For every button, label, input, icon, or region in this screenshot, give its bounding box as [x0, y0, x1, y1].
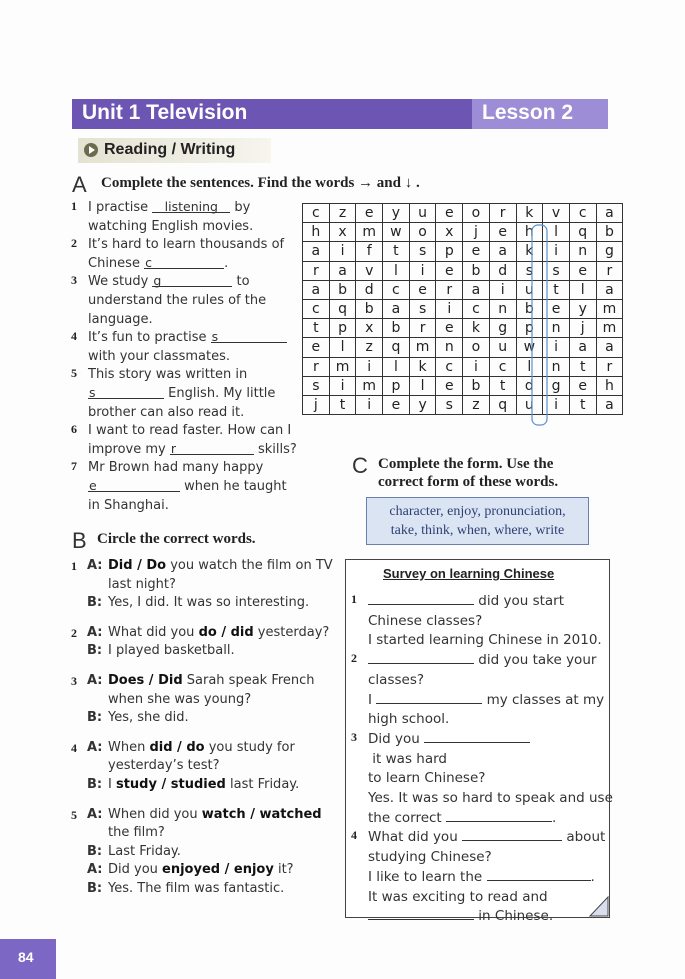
answer-blank[interactable]: s	[211, 330, 287, 343]
text-segment: high school.	[368, 711, 450, 728]
section-c-instruction-2: correct form of these words.	[378, 474, 559, 490]
grid-letter[interactable]: z	[463, 395, 490, 414]
grid-letter[interactable]: s	[516, 261, 543, 280]
grid-letter[interactable]: i	[543, 338, 570, 357]
text-segment: you study for	[204, 739, 295, 755]
grid-letter[interactable]: x	[436, 223, 463, 242]
grid-letter[interactable]: p	[383, 376, 410, 395]
answer-blank[interactable]: c	[144, 256, 224, 269]
grid-letter[interactable]: e	[436, 204, 463, 223]
grid-letter[interactable]: i	[543, 395, 570, 414]
text-segment: the film?	[108, 825, 165, 841]
text-segment: When did you	[108, 806, 202, 822]
grid-letter[interactable]: t	[569, 357, 596, 376]
grid-letter[interactable]: i	[489, 280, 516, 299]
grid-letter[interactable]: a	[329, 261, 356, 280]
text-segment: about	[562, 829, 606, 846]
grid-letter[interactable]: d	[516, 376, 543, 395]
grid-letter[interactable]: x	[356, 319, 383, 338]
speaker-label: B:	[87, 880, 103, 896]
choice-words[interactable]: Did / Do	[108, 558, 167, 573]
choice-words[interactable]: enjoyed / enjoy	[162, 862, 274, 878]
grid-letter[interactable]: o	[463, 338, 490, 357]
grid-letter[interactable]: l	[516, 357, 543, 376]
grid-letter[interactable]: l	[383, 261, 410, 280]
text-segment: Did you	[108, 862, 163, 878]
grid-letter[interactable]: l	[543, 223, 570, 242]
grid-letter[interactable]: i	[356, 357, 383, 376]
grid-letter[interactable]: h	[516, 223, 543, 242]
grid-letter[interactable]: a	[303, 242, 330, 261]
grid-letter[interactable]: m	[356, 376, 383, 395]
grid-letter[interactable]: r	[409, 319, 436, 338]
text-segment: When	[108, 739, 150, 755]
grid-letter[interactable]: a	[569, 338, 596, 357]
item-number: 3	[351, 729, 357, 744]
text-segment: .	[590, 868, 595, 885]
answer-blank[interactable]: s	[88, 386, 164, 399]
text-segment: the correct	[368, 809, 447, 826]
grid-letter[interactable]: k	[516, 204, 543, 223]
text-segment: studying Chinese?	[368, 849, 492, 866]
text-segment: I	[108, 776, 116, 792]
grid-letter[interactable]: c	[383, 280, 410, 299]
survey-title: Survey on learning Chinese	[383, 566, 555, 581]
grid-letter[interactable]: s	[409, 299, 436, 318]
grid-letter[interactable]: r	[596, 261, 623, 280]
choice-words[interactable]: did / do	[149, 739, 205, 755]
text-segment: I practise	[88, 200, 153, 215]
text-segment: to	[232, 274, 250, 290]
grid-letter[interactable]: f	[356, 242, 383, 261]
speaker-label: A:	[87, 862, 103, 878]
item-number: 1	[351, 592, 357, 606]
choice-words[interactable]: study / studied	[115, 776, 226, 792]
grid-letter[interactable]: r	[303, 357, 330, 376]
item-number: 3	[71, 673, 77, 688]
grid-letter[interactable]: c	[303, 204, 330, 223]
grid-letter[interactable]: m	[596, 319, 623, 338]
speaker-label: A:	[87, 739, 103, 755]
grid-letter[interactable]: q	[489, 395, 516, 414]
grid-letter[interactable]: s	[409, 242, 436, 261]
grid-letter[interactable]: n	[543, 357, 570, 376]
text-segment: did you take your	[474, 652, 597, 669]
item-number: 2	[71, 236, 77, 251]
text-segment: yesterday’s test?	[108, 758, 220, 774]
grid-letter[interactable]: l	[329, 338, 356, 357]
grid-letter[interactable]: a	[463, 280, 490, 299]
text-segment: to learn Chinese?	[368, 770, 486, 787]
grid-letter[interactable]: b	[516, 299, 543, 318]
text-segment: Yes. It was so hard to speak and use	[368, 790, 613, 807]
speaker-label: A:	[87, 806, 103, 822]
grid-letter[interactable]: u	[516, 395, 543, 414]
grid-letter[interactable]: g	[596, 242, 623, 261]
item-number: 6	[71, 422, 77, 437]
word-bank-line-1: character, enjoy, pronunciation,	[389, 504, 566, 519]
grid-letter[interactable]: p	[516, 319, 543, 338]
item-number: 4	[351, 828, 357, 843]
grid-letter[interactable]: i	[463, 357, 490, 376]
section-tag-label: Reading / Writing	[104, 141, 236, 158]
grid-letter[interactable]: i	[329, 376, 356, 395]
item-number: 3	[71, 273, 77, 288]
grid-letter[interactable]: d	[356, 280, 383, 299]
text-segment: when she was young?	[108, 691, 252, 707]
grid-letter[interactable]: s	[543, 261, 570, 280]
text-segment: Sarah speak French	[182, 672, 315, 688]
grid-letter[interactable]: j	[569, 319, 596, 338]
grid-letter[interactable]: r	[436, 280, 463, 299]
text-segment: It’s fun to practise	[88, 330, 211, 346]
grid-letter[interactable]: n	[543, 319, 570, 338]
grid-letter[interactable]: t	[383, 242, 410, 261]
grid-letter[interactable]: i	[543, 242, 570, 261]
text-segment: it was hard	[368, 750, 447, 767]
grid-letter[interactable]: e	[436, 319, 463, 338]
grid-letter[interactable]: c	[489, 357, 516, 376]
grid-letter[interactable]: k	[463, 319, 490, 338]
text-segment: in Shanghai.	[88, 497, 169, 513]
grid-letter[interactable]: b	[463, 376, 490, 395]
grid-letter[interactable]: g	[543, 376, 570, 395]
grid-letter[interactable]: a	[596, 280, 623, 299]
grid-letter[interactable]: y	[383, 204, 410, 223]
item-number: 1	[71, 199, 77, 213]
section-c-letter: C	[352, 453, 368, 478]
grid-letter[interactable]: q	[329, 299, 356, 318]
text-segment: with your classmates.	[88, 348, 230, 364]
grid-letter[interactable]: j	[303, 395, 330, 414]
grid-letter[interactable]: w	[383, 223, 410, 242]
grid-letter[interactable]: k	[409, 357, 436, 376]
page-curl-shape	[590, 897, 608, 916]
text-segment: watching English movies.	[88, 218, 254, 234]
word-bank-line-2: take, think, when, where, write	[390, 523, 565, 538]
speaker-label: B:	[87, 843, 103, 859]
grid-letter[interactable]: s	[303, 376, 330, 395]
grid-letter[interactable]: n	[436, 338, 463, 357]
grid-letter[interactable]: h	[303, 223, 330, 242]
grid-letter[interactable]: z	[356, 338, 383, 357]
grid-letter[interactable]: t	[303, 319, 330, 338]
text-segment: We study	[88, 274, 153, 290]
item-number: 4	[71, 740, 77, 755]
grid-letter[interactable]: a	[596, 204, 623, 223]
text-segment: Mr Brown had many happy	[88, 460, 264, 476]
grid-letter[interactable]: r	[303, 261, 330, 280]
grid-letter[interactable]: e	[436, 261, 463, 280]
grid-letter[interactable]: l	[569, 280, 596, 299]
grid-letter[interactable]: e	[356, 204, 383, 223]
grid-letter[interactable]: c	[436, 357, 463, 376]
text-segment: when he taught	[180, 478, 287, 494]
section-b-letter: B	[72, 528, 87, 553]
page-number-box	[0, 939, 56, 979]
page-number: 84	[18, 949, 34, 965]
grid-letter[interactable]: y	[409, 395, 436, 414]
text-segment: Last Friday.	[108, 843, 181, 859]
grid-letter[interactable]: t	[543, 280, 570, 299]
grid-letter[interactable]: e	[489, 223, 516, 242]
item-number: 5	[71, 366, 77, 381]
grid-letter[interactable]: k	[516, 242, 543, 261]
grid-letter[interactable]: o	[463, 204, 490, 223]
item-number: 5	[71, 807, 77, 822]
text-segment: I want to read faster. How can I	[88, 423, 292, 439]
grid-letter[interactable]: v	[356, 261, 383, 280]
grid-letter[interactable]: b	[596, 223, 623, 242]
grid-letter[interactable]: m	[596, 299, 623, 318]
speaker-label: B:	[87, 776, 103, 792]
item-number: 2	[71, 625, 77, 640]
text-segment: Chinese	[88, 255, 145, 271]
grid-letter[interactable]: t	[489, 376, 516, 395]
text-segment: yesterday?	[253, 624, 330, 640]
text-segment: language.	[88, 311, 153, 327]
grid-letter[interactable]: e	[569, 376, 596, 395]
speaker-label: A:	[87, 558, 103, 573]
grid-letter[interactable]: s	[436, 395, 463, 414]
grid-letter[interactable]: g	[489, 319, 516, 338]
grid-letter[interactable]: b	[329, 280, 356, 299]
grid-letter[interactable]: c	[463, 299, 490, 318]
grid-letter[interactable]: a	[489, 242, 516, 261]
grid-letter[interactable]: a	[596, 338, 623, 357]
grid-letter[interactable]: b	[383, 319, 410, 338]
grid-letter[interactable]: o	[409, 223, 436, 242]
text-segment: Yes, I did. It was so interesting.	[108, 595, 310, 611]
text-segment: brother can also read it.	[88, 404, 245, 420]
grid-letter[interactable]: q	[383, 338, 410, 357]
grid-letter[interactable]: u	[516, 280, 543, 299]
text-segment: What did you	[368, 829, 463, 846]
section-b-instruction: Circle the correct words.	[97, 531, 256, 547]
speaker-label: B:	[87, 643, 103, 659]
speaker-label: A:	[87, 624, 103, 640]
grid-letter[interactable]: i	[329, 242, 356, 261]
text-segment: last Friday.	[225, 776, 300, 792]
grid-letter[interactable]: v	[543, 204, 570, 223]
text-segment: .	[552, 809, 557, 826]
grid-letter[interactable]: a	[383, 299, 410, 318]
grid-letter[interactable]: b	[356, 299, 383, 318]
choice-words[interactable]: do / did	[198, 624, 254, 640]
section-a-instruction: Complete the sentences. Find the words → and ↓ .	[101, 175, 420, 191]
grid-letter[interactable]: a	[303, 280, 330, 299]
text-segment: you watch the film on TV	[166, 558, 333, 573]
answer-blank[interactable]: r	[170, 442, 254, 455]
grid-letter[interactable]: u	[409, 204, 436, 223]
text-segment: understand the rules of the	[88, 292, 267, 308]
text-segment: my classes at my	[482, 691, 605, 708]
text-segment: I like to learn the	[368, 868, 487, 885]
grid-letter[interactable]: i	[356, 395, 383, 414]
answer-blank[interactable]: g	[152, 274, 232, 287]
grid-letter[interactable]: r	[489, 204, 516, 223]
grid-letter[interactable]: q	[569, 223, 596, 242]
grid-letter[interactable]: e	[303, 338, 330, 357]
grid-letter[interactable]: i	[436, 299, 463, 318]
text-segment: by	[230, 200, 251, 215]
grid-letter[interactable]: n	[569, 242, 596, 261]
choice-words[interactable]: Does / Did	[108, 672, 183, 688]
choice-words[interactable]: watch / watched	[201, 806, 322, 822]
grid-letter[interactable]: n	[489, 299, 516, 318]
grid-letter[interactable]: e	[569, 261, 596, 280]
grid-letter[interactable]: i	[409, 261, 436, 280]
grid-letter[interactable]: l	[383, 357, 410, 376]
grid-letter[interactable]: t	[329, 395, 356, 414]
grid-letter[interactable]: b	[463, 261, 490, 280]
unit-title: Unit 1 Television	[82, 101, 248, 124]
text-segment: I	[368, 691, 377, 708]
grid-letter[interactable]: e	[463, 242, 490, 261]
text-segment: Did you	[368, 730, 425, 747]
grid-letter[interactable]: e	[383, 395, 410, 414]
grid-letter[interactable]: x	[329, 223, 356, 242]
grid-letter[interactable]: r	[596, 357, 623, 376]
grid-letter[interactable]: a	[596, 395, 623, 414]
text-segment: in Chinese.	[474, 908, 554, 925]
grid-letter[interactable]: w	[516, 338, 543, 357]
grid-letter[interactable]: m	[329, 357, 356, 376]
answer-blank[interactable]: e	[88, 479, 180, 492]
item-number: 2	[351, 651, 357, 666]
grid-letter[interactable]: m	[409, 338, 436, 357]
grid-letter[interactable]: p	[436, 242, 463, 261]
grid-letter[interactable]: z	[329, 204, 356, 223]
grid-letter[interactable]: u	[489, 338, 516, 357]
grid-letter[interactable]: e	[436, 376, 463, 395]
grid-letter[interactable]: c	[303, 299, 330, 318]
text-segment: Yes, she did.	[108, 710, 189, 726]
text-segment: .	[224, 255, 229, 271]
text-segment: skills?	[253, 441, 297, 457]
text-segment: This story was written in	[88, 367, 248, 383]
grid-letter[interactable]: h	[596, 376, 623, 395]
grid-letter[interactable]: m	[356, 223, 383, 242]
grid-letter[interactable]: e	[409, 280, 436, 299]
item-number: 7	[71, 459, 77, 474]
grid-letter[interactable]: t	[569, 395, 596, 414]
text-segment: It’s hard to learn thousands of	[88, 237, 285, 253]
text-segment: improve my	[88, 441, 170, 457]
lesson-title: Lesson 2	[482, 101, 574, 124]
text-segment: It was exciting to read and	[368, 888, 548, 905]
item-number: 1	[71, 559, 77, 573]
grid-letter[interactable]: j	[463, 223, 490, 242]
text-segment: I played basketball.	[108, 643, 235, 659]
text-segment: I started learning Chinese in 2010.	[368, 632, 602, 649]
grid-letter[interactable]: c	[569, 204, 596, 223]
answer-blank[interactable]: listening	[152, 200, 230, 213]
grid-letter[interactable]: d	[489, 261, 516, 280]
grid-letter[interactable]: y	[569, 299, 596, 318]
text-segment: did you start	[474, 593, 565, 609]
grid-letter[interactable]: l	[409, 376, 436, 395]
item-number: 4	[71, 329, 77, 344]
text-segment: classes?	[368, 671, 425, 688]
speaker-label: A:	[87, 672, 103, 688]
text-segment: Chinese classes?	[368, 612, 483, 629]
text-segment: English. My little	[164, 385, 276, 401]
grid-letter[interactable]: p	[329, 319, 356, 338]
speaker-label: B:	[87, 710, 103, 726]
text-segment: last night?	[108, 576, 176, 592]
text-segment: What did you	[108, 624, 199, 640]
section-a-letter: A	[72, 172, 87, 197]
speaker-label: B:	[87, 595, 103, 611]
section-c-instruction-1: Complete the form. Use the	[378, 456, 554, 472]
grid-letter[interactable]: e	[543, 299, 570, 318]
text-segment: it?	[273, 862, 294, 878]
text-segment: Yes. The film was fantastic.	[108, 880, 285, 896]
